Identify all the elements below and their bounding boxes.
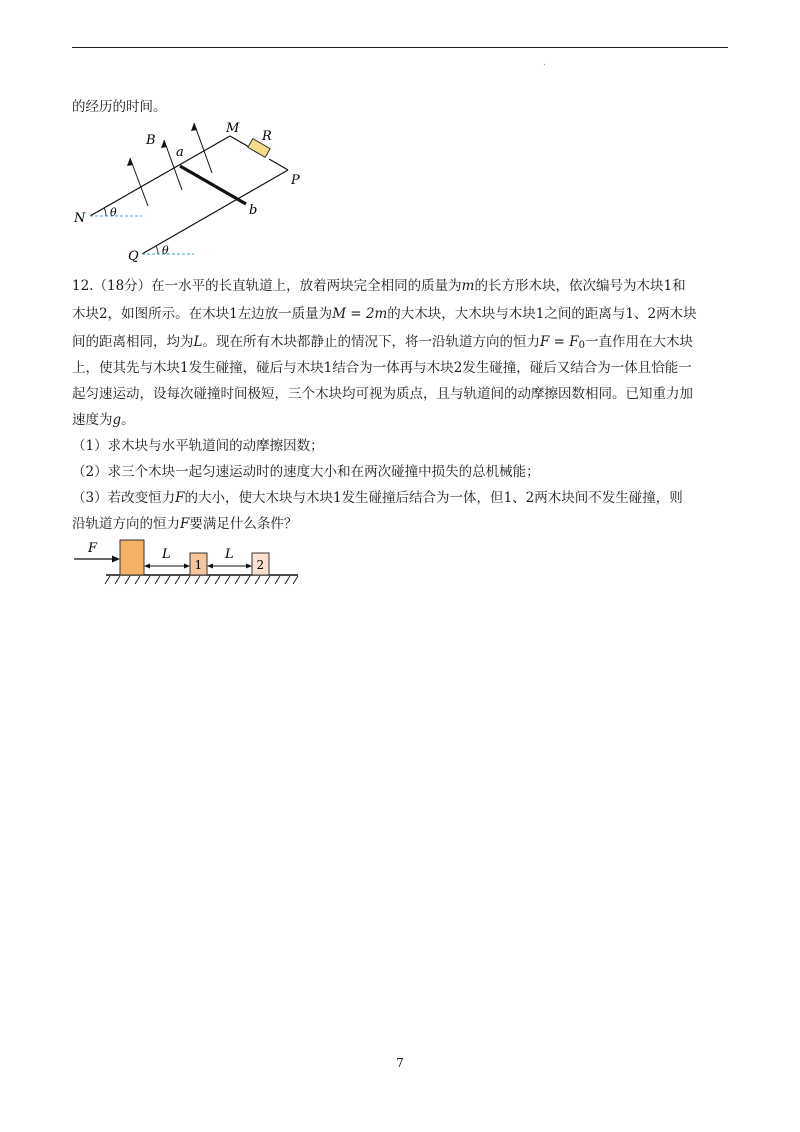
big-block: [120, 540, 144, 575]
label-b-end: b: [249, 203, 258, 218]
rail-figure: [72, 118, 312, 268]
angle-arc-n: [104, 208, 106, 216]
label-n: N: [74, 211, 86, 226]
page-number: 7: [396, 1056, 404, 1070]
q12-line-3: 间的距离相同，均为L。现在所有木块都静止的情况下，将一沿轨道方向的恒力$F = F_0$一直作用在大木块: [72, 334, 693, 351]
q12-line-6: 速度为g。: [72, 412, 135, 428]
wire-m-r: [230, 136, 249, 147]
q12-line-4: 上，使其先与木块1发生碰撞，碰后与木块1结合为一体再与木块2发生碰撞，碰后又结合为一体且恰能一: [72, 360, 692, 376]
field-arrowhead-3: [191, 123, 197, 131]
field-arrow-1: [130, 158, 148, 206]
blocks-figure: [72, 536, 308, 590]
sub-question-3-cont: 沿轨道方向的恒力F要满足什么条件？: [72, 516, 298, 532]
block-1-label: 1: [194, 558, 203, 572]
header-rule: [72, 47, 728, 48]
rail-lower: [142, 170, 288, 254]
label-r: R: [262, 129, 272, 144]
block-2-label: 2: [256, 558, 265, 572]
angle-arc-q: [156, 246, 158, 254]
ground-hatch: [105, 576, 298, 584]
q12-line-5: 起匀速运动，设每次碰撞时间极短，三个木块均可视为质点，且与轨道间的动摩擦因数相同。已知重力加: [72, 386, 693, 402]
label-l1: L: [162, 547, 171, 562]
label-m: M: [226, 121, 240, 136]
q12-line-2: 木块2，如图所示。在木块1左边放一质量为M = 2m的大木块，大木块与木块1之间的距离与1、2两木块: [72, 306, 697, 322]
label-p: P: [291, 173, 300, 188]
rail-upper: [90, 136, 230, 216]
label-l2: L: [225, 547, 234, 562]
label-theta-q: θ: [162, 244, 169, 257]
field-arrowhead-1: [127, 158, 133, 166]
label-theta-n: θ: [110, 206, 117, 219]
label-a: a: [176, 145, 184, 160]
label-q: Q: [128, 249, 139, 264]
label-force: F: [88, 541, 98, 556]
field-arrowhead-2: [161, 140, 167, 148]
question-number: 12.: [72, 278, 94, 294]
sub-question-2: （2）求三个木块一起匀速运动时的速度大小和在两次碰撞中损失的总机械能；: [72, 464, 540, 480]
label-b-field: B: [146, 133, 156, 148]
rod-ab: [180, 166, 246, 204]
force-arrowhead: [112, 556, 120, 563]
wire-r-p: [269, 159, 288, 170]
sub-question-1: （1）求木块与水平轨道间的动摩擦因数；: [72, 438, 324, 454]
intro-line: 的经历的时间。: [72, 99, 167, 115]
sub-question-3: （3）若改变恒力F的大小，使大木块与木块1发生碰撞后结合为一体，但1、2两木块间不发生碰撞，则: [72, 490, 683, 506]
header-dot: .: [543, 58, 546, 67]
q12-line-1: 12.（18分）在一水平的长直轨道上，放着两块完全相同的质量为m的长方形木块，依次编号为木块1和: [72, 278, 686, 294]
